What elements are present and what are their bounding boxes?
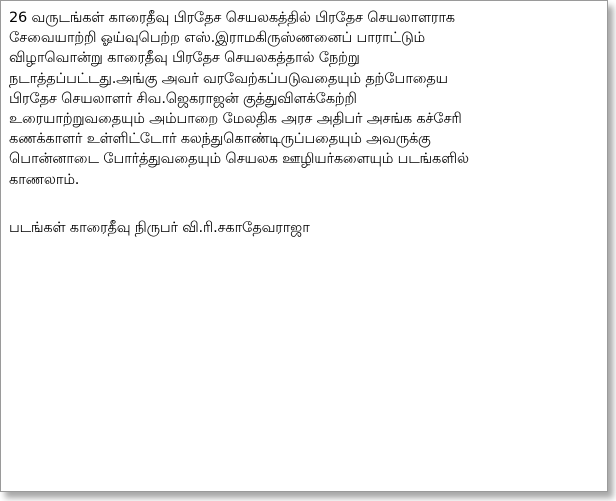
article-line-6: உரையாற்றுவதையும் அம்பாறை மேலதிக அரச அதிபர் அசங்க கச்சேரி [9, 111, 462, 128]
article-line-4: நடாத்தப்பட்டது.அங்கு அவர் வரவேற்கப்படுவதையும் தற்போதைய [9, 70, 448, 87]
article-line-2: சேவையாற்றி ஓய்வுபெற்ற எஸ்.இராமகிருஸ்ணனைப் பாராட்டும் [9, 30, 426, 47]
photo-credit: படங்கள் காரைதீவு நிருபர் வி.ரி.சகாதேவராஜா [9, 219, 310, 236]
article-line-8: பொன்னாடை போர்த்துவதையும் செயலக ஊழியர்களையும் படங்களில் [9, 151, 469, 168]
article-line-5: பிரதேச செயலாளர் சிவ.ஜெகராஜன் குத்துவிளக்கேற்றி [9, 90, 357, 107]
article-body [9, 8, 601, 238]
article-line-3: விழாவொன்று காரைதீவு பிரதேச செயலகத்தால் நேற்று [9, 50, 360, 67]
article-line-7: கணக்காளர் உள்ளிட்டோர் கலந்துகொண்டிருப்பதையும் அவருக்கு [9, 131, 431, 148]
article-line-1: 26 வருடங்கள் காரைதீவு பிரதேச செயலகத்தில் பிரதேச செயலாளராக [9, 10, 455, 26]
article-line-9: காணலாம். [9, 171, 80, 188]
paragraph-spacer [9, 190, 601, 210]
